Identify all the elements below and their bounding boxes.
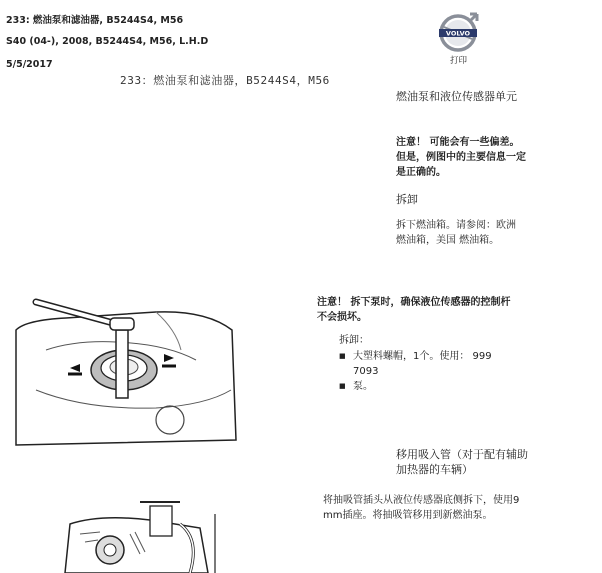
removal-list	[339, 349, 519, 394]
note-deviation: 注意！ 可能会有一些偏差。但是，例图中的主要信息一定是正确的。	[396, 137, 526, 178]
list-item: ■ 大塑料螺帽，1个。使用： 999 7093	[339, 349, 519, 379]
illustration-tank-nut-removal	[6, 290, 242, 450]
removal-list-heading: 拆卸：	[339, 335, 369, 346]
doc-header-date: 5/5/2017	[6, 59, 53, 70]
list-item: ■ 泵。	[339, 379, 519, 394]
doc-header-line2: S40 (04-), 2008, B5244S4, M56, L.H.D	[6, 36, 209, 47]
doc-header-line1: 233: 燃油泵和滤油器, B5244S4, M56	[6, 15, 184, 26]
section-title-suction-pipe: 移用吸入管（对于配有辅助加热器的车辆）	[396, 448, 528, 476]
note-lever-warning: 注意！ 拆下泵时，确保液位传感器的控制杆不会损坏。	[317, 297, 511, 323]
removal-heading: 拆卸	[396, 193, 418, 206]
logo-text: VOLVO	[445, 29, 471, 38]
illustration-pump-suction-pipe	[40, 484, 240, 573]
removal-text: 拆下燃油箱。请参阅：欧洲 燃油箱，美国 燃油箱。	[396, 220, 516, 246]
print-link[interactable]: 打印	[450, 56, 468, 66]
page-title: 233：燃油泵和滤油器，B5244S4，M56	[120, 74, 330, 87]
suction-pipe-instructions: 将抽吸管插头从液位传感器底侧拆下，使用9 mm插座。将抽吸管移用到新燃油泵。	[323, 495, 520, 521]
section-title-fuel-pump-unit: 燃油泵和液位传感器单元	[396, 90, 517, 103]
